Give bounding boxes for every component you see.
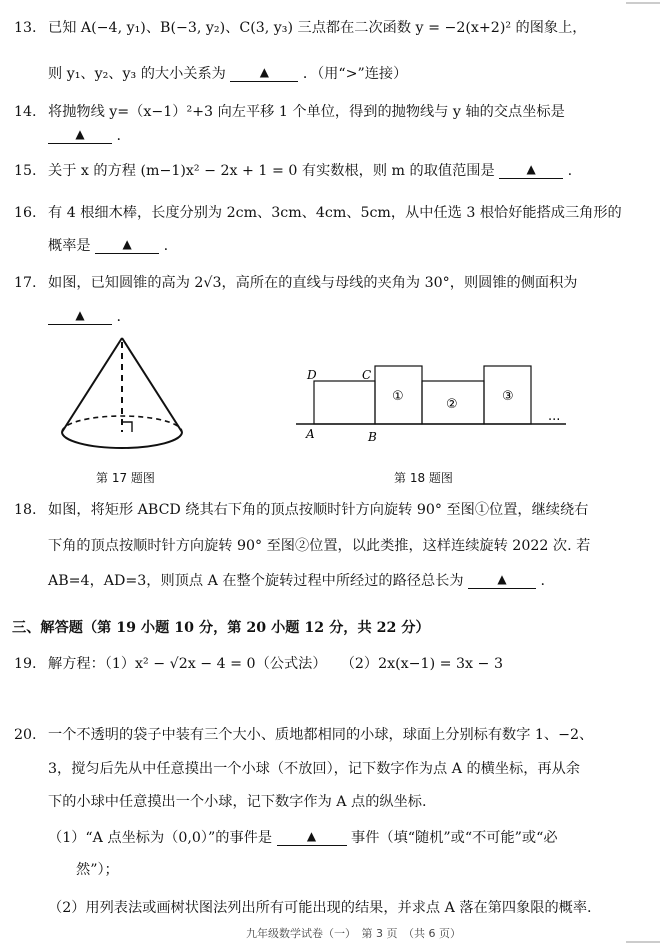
answer-blank[interactable] bbox=[48, 126, 112, 144]
question-text: 然”）； bbox=[76, 862, 119, 878]
question-text: 一个不透明的袋子中装有三个大小、质地都相同的小球，球面上分别标有数字 1、−2、 bbox=[48, 727, 594, 743]
question-text: 有 4 根细木棒，长度分别为 2cm、3cm、4cm、5cm，从中任选 3 根恰好能搭成三角形的 bbox=[48, 205, 622, 221]
question-text: . bbox=[116, 309, 122, 325]
figure-17-cone bbox=[56, 332, 196, 462]
question-text: AB=4，AD=3，则顶点 A 在整个旋转过程中所经过的路径总长为 bbox=[48, 573, 464, 589]
question-number: 20. bbox=[14, 727, 37, 743]
answer-blank[interactable] bbox=[277, 828, 347, 846]
answer-blank[interactable] bbox=[95, 236, 159, 254]
question-number: 13. bbox=[14, 20, 37, 36]
question-number: 14. bbox=[14, 104, 37, 120]
position-label-2: ② bbox=[446, 397, 458, 412]
position-label-1: ① bbox=[392, 389, 404, 404]
triangle-icon: ▲ bbox=[75, 127, 85, 141]
question-number: 15. bbox=[14, 163, 37, 179]
figure-18-rectangles bbox=[296, 360, 586, 445]
position-label-3: ③ bbox=[502, 389, 514, 404]
answer-blank[interactable] bbox=[48, 307, 112, 325]
ellipsis-label: ... bbox=[548, 409, 561, 424]
answer-blank[interactable] bbox=[499, 161, 563, 179]
answer-blank[interactable] bbox=[230, 64, 298, 82]
triangle-icon: ▲ bbox=[259, 65, 269, 79]
vertex-label-b: B bbox=[368, 430, 377, 444]
question-text: 如图，将矩形 ABCD 绕其右下角的顶点按顺时针方向旋转 90° 至图①位置，继续绕右 bbox=[48, 502, 589, 518]
question-text: 下的小球中任意摸出一个小球，记下数字作为 A 点的纵坐标. bbox=[48, 794, 427, 810]
question-text: （2）用列表法或画树状图法列出所有可能出现的结果，并求点 A 落在第四象限的概率. bbox=[48, 900, 592, 916]
figure-18-caption: 第 18 题图 bbox=[394, 471, 453, 485]
triangle-icon: ▲ bbox=[75, 308, 85, 322]
question-text: 则 y₁、y₂、y₃ 的大小关系为 bbox=[48, 66, 226, 82]
question-text: ．（用“>”连接） bbox=[302, 66, 408, 82]
question-text: 解方程：（1）x² − √2x − 4 = 0（公式法） （2）2x(x−1) = 3x − 3 bbox=[48, 656, 503, 672]
question-text: . bbox=[116, 128, 122, 144]
triangle-icon: ▲ bbox=[526, 162, 536, 176]
page-footer: 九年级数学试卷（一） 第 3 页 （共 6 页） bbox=[246, 927, 461, 940]
question-number: 19. bbox=[14, 656, 37, 672]
question-number: 17. bbox=[14, 275, 37, 291]
triangle-icon: ▲ bbox=[306, 829, 317, 843]
corner-mark-top-right bbox=[626, 0, 660, 10]
vertex-label-c: C bbox=[362, 368, 372, 382]
question-number: 16. bbox=[14, 205, 37, 221]
question-text: 关于 x 的方程 (m−1)x² − 2x + 1 = 0 有实数根，则 m 的取值范围是 bbox=[48, 163, 495, 179]
question-text: . bbox=[163, 238, 169, 254]
question-text: . bbox=[567, 163, 573, 179]
question-text: . bbox=[540, 573, 546, 589]
triangle-icon: ▲ bbox=[122, 237, 132, 251]
question-text: 概率是 bbox=[48, 238, 91, 254]
vertex-label-d: D bbox=[307, 368, 317, 382]
question-text: 下角的顶点按顺时针方向旋转 90° 至图②位置，以此类推，这样连续旋转 2022 次. 若 bbox=[48, 538, 591, 554]
section-heading: 三、解答题（第 19 小题 10 分，第 20 小题 12 分，共 22 分） bbox=[12, 620, 430, 636]
question-text: 3，搅匀后先从中任意摸出一个小球（不放回），记下数字作为点 A 的横坐标，再从余 bbox=[48, 761, 580, 777]
question-text: 事件（填“随机”或“不可能”或“必 bbox=[351, 830, 558, 846]
answer-blank[interactable] bbox=[468, 571, 536, 589]
corner-mark-bottom-right bbox=[626, 938, 660, 947]
question-text: 将抛物线 y=（x−1）²+3 向左平移 1 个单位，得到的抛物线与 y 轴的交点坐标是 bbox=[48, 104, 565, 120]
triangle-icon: ▲ bbox=[497, 572, 507, 586]
question-text: 已知 A(−4, y₁)、B(−3, y₂)、C(3, y₃) 三点都在二次函数 y = −2(x+2)² 的图象上， bbox=[48, 20, 587, 36]
question-text: 如图，已知圆锥的高为 2√3，高所在的直线与母线的夹角为 30°，则圆锥的侧面积为 bbox=[48, 275, 578, 291]
question-text: （1）“A 点坐标为（0,0）”的事件是 bbox=[48, 830, 273, 846]
figure-17-caption: 第 17 题图 bbox=[96, 471, 155, 485]
vertex-label-a: A bbox=[306, 427, 315, 441]
question-number: 18. bbox=[14, 502, 37, 518]
